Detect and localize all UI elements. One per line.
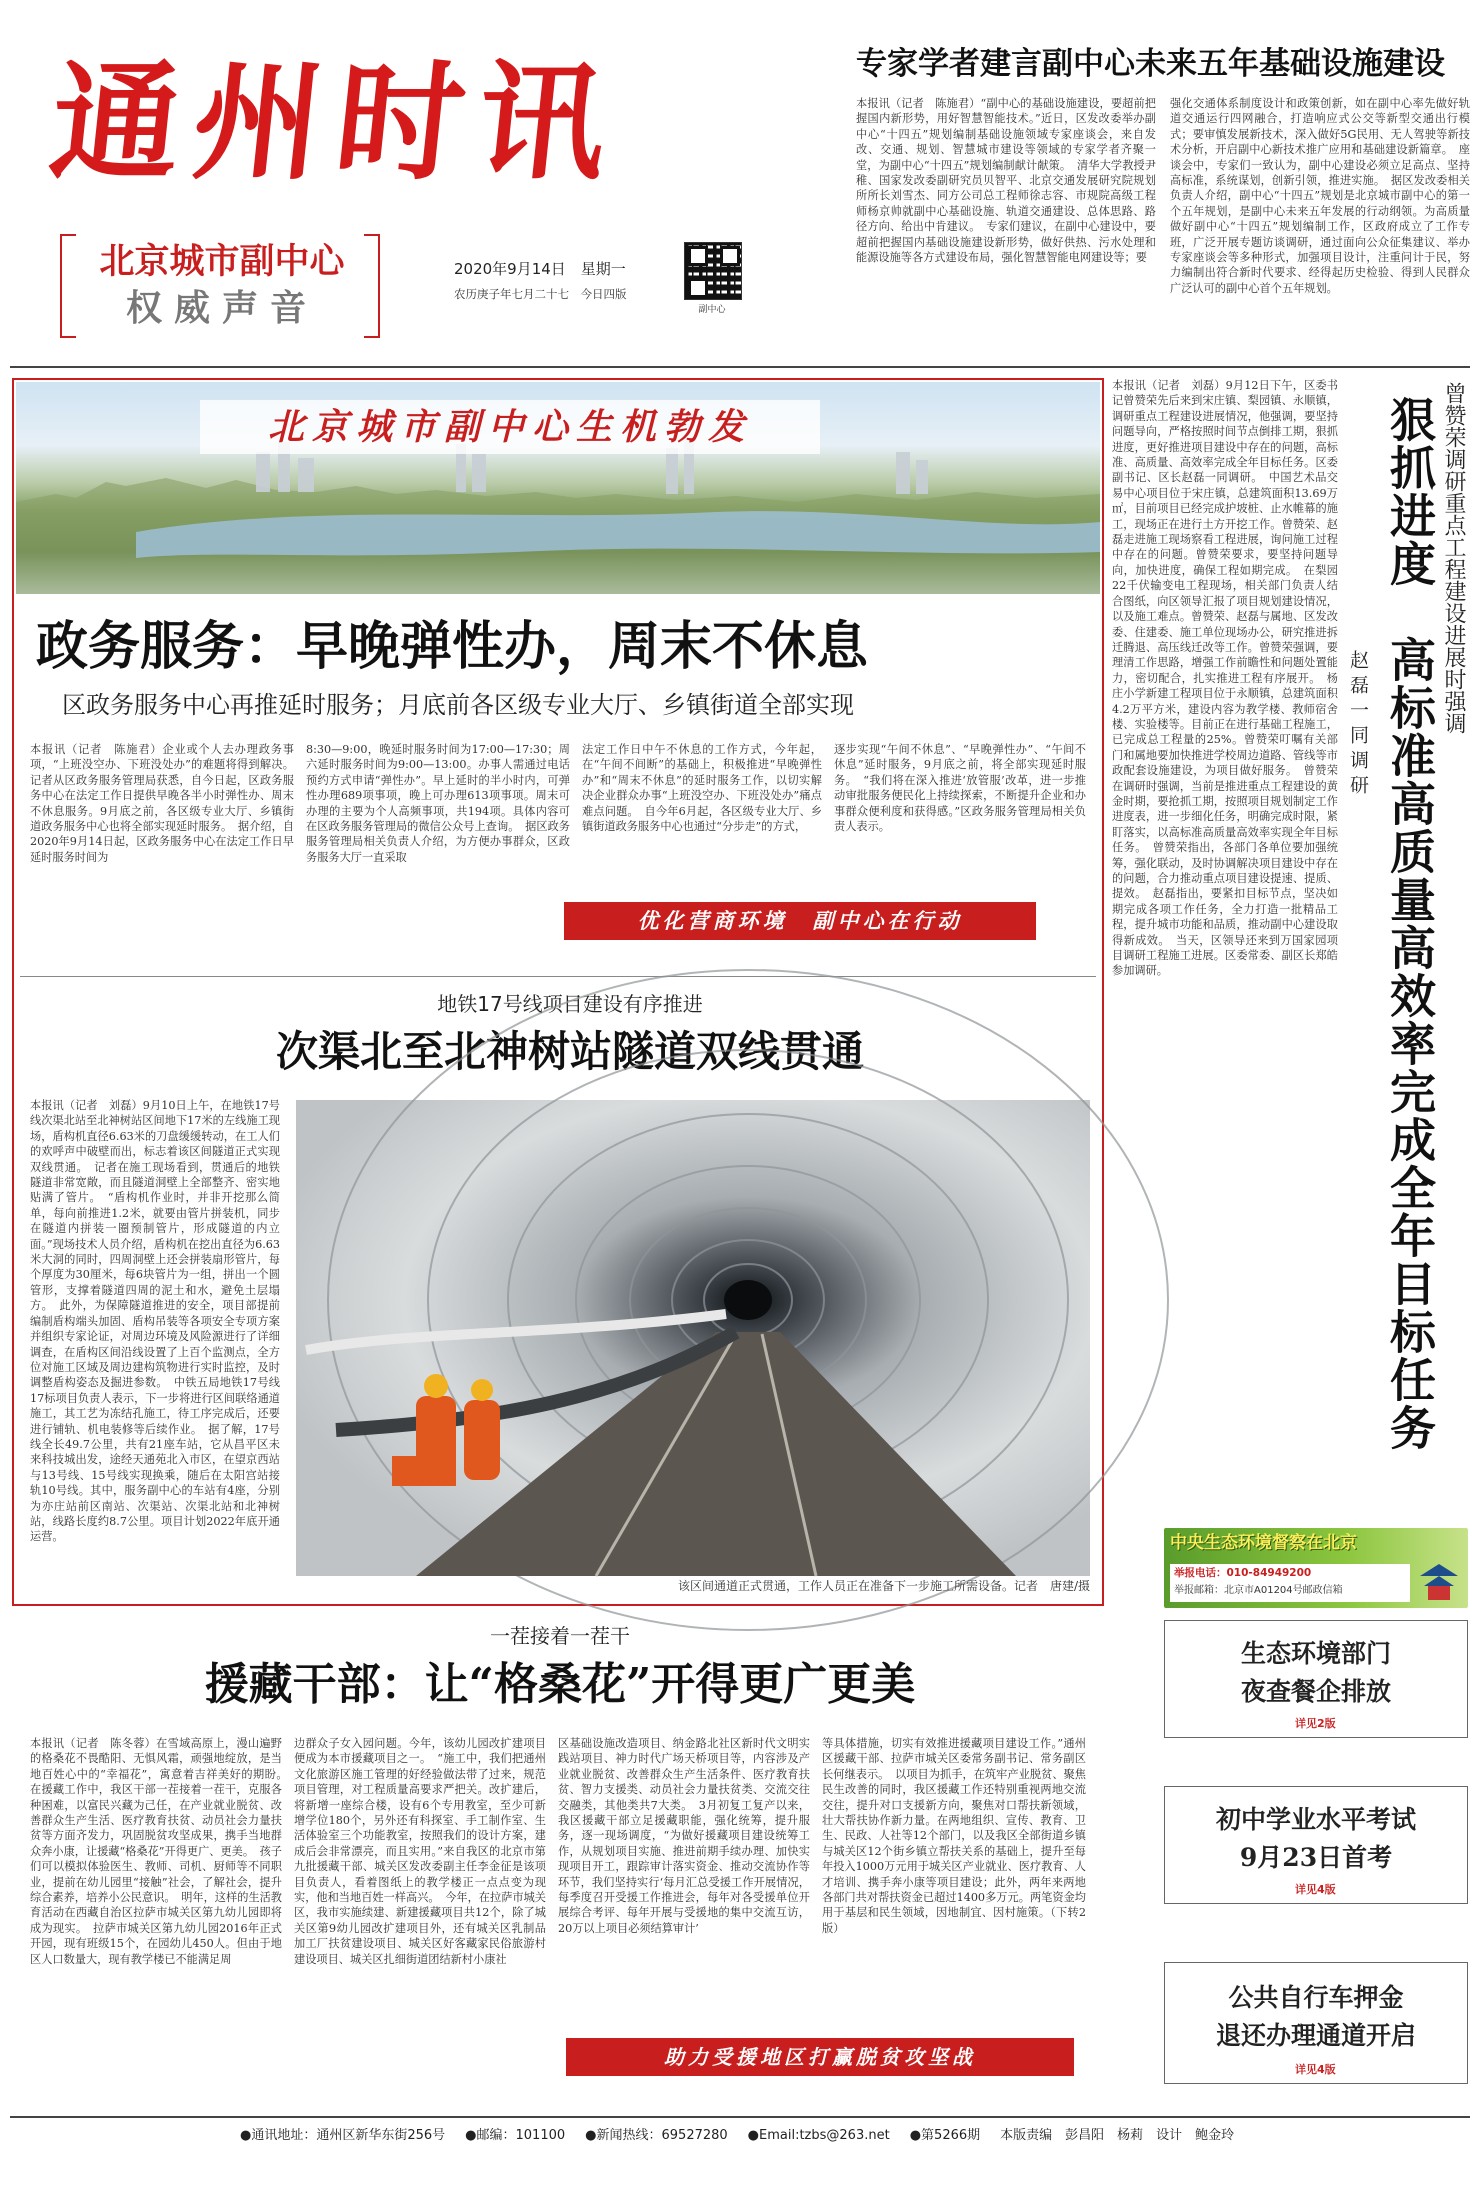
footer bbox=[240, 2124, 1300, 2148]
top-headline: 专家学者建言副中心未来五年基础设施建设 bbox=[856, 46, 1445, 82]
main-article-tag: 优化营商环境 副中心在行动 bbox=[564, 902, 1036, 940]
masthead-title: 通州时讯 bbox=[44, 48, 628, 198]
side-box-bike-see[interactable]: 详见4版 bbox=[1295, 2063, 1336, 2076]
footer-editors: 本版责编 彭昌阳 杨莉 设计 鲍金玲 bbox=[1000, 2128, 1235, 2143]
masthead bbox=[0, 0, 1479, 370]
footer-hotline: ●新闻热线：69527280 bbox=[585, 2128, 728, 2143]
side-box-exam-line2: 9月23日首考 bbox=[1239, 1843, 1393, 1872]
slogan-box bbox=[60, 234, 380, 334]
tibet-article-tag: 助力受援地区打赢脱贫攻坚战 bbox=[566, 2038, 1074, 2076]
side-box-exam-line1: 初中学业水平考试 bbox=[1215, 1805, 1416, 1834]
main-article-col1: 本报讯（记者 陈施君）企业或个人去办理政务事项，“上班没空办、下班没处办”的难题将得到解决。记者从区政务服务管理局获悉，自今日起，区政务服务中心在法定工作日提供早晚各半小时弹性办、周末不休息服务。9月底之前，各区级专业大厅、乡镇街道政务服务中心也将全部实现延时服务。 据介绍，自2020年9月14日起，区政务服务中心在法定工作日早延时服务时间为 bbox=[30, 743, 294, 864]
side-box-bike-line1: 公共自行车押金 bbox=[1228, 1983, 1404, 2012]
side-box-bike-line2: 退还办理通道开启 bbox=[1215, 2021, 1416, 2050]
tunnel-caption: 该区间通道正式贯通，工作人员正在准备下一步施工所需设备。记者 唐建/摄 bbox=[677, 1579, 1090, 1593]
side-box-exam[interactable] bbox=[1164, 1786, 1468, 1904]
tibet-headline: 援藏干部：让“格桑花”开得更广更美 bbox=[204, 1659, 916, 1710]
env-info bbox=[1170, 1564, 1410, 1602]
side-box-bike[interactable] bbox=[1164, 1962, 1468, 2084]
tibet-article-col4: 等具体措施，切实有效推进援藏项目建设工作。”通州区援藏干部、拉萨市城关区委常务副书记、常务副区长何继表示。 以项目为抓手，在筑牢产业脱贫、聚焦民生改善的同时，我区援藏工作还特别重视两地交流交往，提升对口支援新方向，聚焦对口帮扶新领域，壮大帮扶协作新力量。在两地组织、宣传、教育、卫生、民政、人社等12个部门，以及我区全部街道乡镇与城关区12个街乡镇立帮扶关系的基础上，提升至每年投入1000万元用于城关区产业就业、医疗教育、人才培训、携手奔小康等项目建设；此外，两年来两地各部门共对帮扶资金已超过1400多万元。两笔资金均用于基层和民生领域，因地制宜、因村施策。（下转2版） bbox=[822, 1737, 1086, 1935]
tibet-article-col2: 边群众子女入园问题。今年，该幼儿园改扩建项目便成为本市援藏项目之一。 “施工中，我们把通州文化旅游区施工管理的好经验做法带了过来，规范项目管理，对工程质量高要求严把关。改扩建后，将新增一座综合楼，设有6个专用教室，至少可新增学位180个，另外还有科探室、手工制作室、生活体验室三个功能教室，按照我们的设计方案，建成后会非常漂亮，而且实用。”来自我区的北京市第九批援藏干部、城关区发改委副主任李金征是该项目负责人，看着图纸上的教学楼正一点点变为现实，他和当地百姓一样高兴。 今年，在拉萨市城关区，我市实施续建、新建援藏项目共12个，除了城关区第9幼儿园改扩建项目外，还有城关区乳制品加工厂扶贫建设项目、城关区好客藏家民俗旅游村建设项目、城关区扎细街道团结新村小康社 bbox=[294, 1737, 546, 1966]
env-hotline: 举报电话：010-84949200 bbox=[1174, 1567, 1312, 1579]
footer-email[interactable]: ●Email:tzbs@263.net bbox=[747, 2128, 890, 2143]
top-article-col1: 本报讯（记者 陈施君）“副中心的基础设施建设，要超前把握国内新形势，用好智慧智能技术。”近日，区发改委举办副中心“十四五”规划编制基础设施领域专家座谈会，来自发改、交通、规划、智慧城市建设等领域的专家学者齐聚一堂，为副中心“十四五”规划编制献计献策。 清华大学教授尹稚、国家发改委副研究员贝智平、北京交通发展研究院规划所所长刘雪杰、同方公司总工程师徐志容、市规院高级工程师杨京帅就副中心基础设施、轨道交通建设、总体思路、路径方向、给出中肯建议。 专家们建议，在副中心建设中，要超前把握国内基础设施建设新形势，做好供热、污水处理和能源设施等各方式建设布局，强化智慧智能电网建设等；要 bbox=[856, 97, 1156, 265]
main-article-col4: 逐步实现“午间不休息”、“早晚弹性办”、“午间不休息”延时服务，9月底之前，将全部实现延时服务。 “我们将在深入推进‘放管服’改革，进一步推动审批服务便民化上持续探索，不断提升企业和办事群众便利度和获得感。”区政务服务管理局相关负责人表示。 bbox=[834, 743, 1086, 834]
env-banner: 中央生态环境督察在北京 bbox=[1170, 1533, 1357, 1553]
footer-address: ●通讯地址：通州区新华东街256号 bbox=[240, 2128, 446, 2143]
footer-postcode: ●邮编：101100 bbox=[465, 2128, 566, 2143]
right-article-body: 本报讯（记者 刘磊）9月12日下午，区委书记曾赞荣先后来到宋庄镇、梨园镇、永顺镇，调研重点工程建设进展情况，他强调，要坚持问题导向，严格按照时间节点倒排工期，狠抓进度，更好推进项目建设中存在的问题，高标准、高质量、高效率完成全年目标任务。区委副书记、区长赵磊一同调研。 中国艺术品交易中心项目位于宋庄镇，总建筑面积13.69万㎡，目前项目已经完成护坡桩、止水帷幕的施工，现场正在进行土方开挖工作。曾赞荣、赵磊走进施工现场察看工程进展，询问施工过程中存在的问题。曾赞荣要求，要坚持问题导向，加快进度，确保工程如期完成。 在梨园22千伏输变电工程现场，相关部门负责人结合图纸，向区领导汇报了项目规划建设情况，以及施工难点。曾赞荣、赵磊与属地、区发改委、住建委、施工单位现场办公，研究推进拆迁腾退、高压线迁改等工作。曾赞荣强调，要理清工作思路，增强工作前瞻性和问题处置能力，密切配合，扎实推进工程有序展开。 杨庄小学新建工程项目位于永顺镇，总建筑面积4.2万平方米，建设内容为教学楼、教师宿舍楼、实验楼等。目前正在进行基础工程施工，已完成总工程量的25%。曾赞荣叮嘱有关部门和属地要加快推进学校周边道路、管线等市政配套设施建设，为项目做好服务。 曾赞荣在调研时强调，当前是推进重点工程建设的黄金时期，要抢抓工期，按照项目规划制定工作进度表，进一步细化任务，明确完成时限，紧盯落实，以高标准高质量高效率实现全年目标任务。 曾赞荣指出，各部门各单位要加强统筹，强化联动，及时协调解决项目建设中存在的问题，合力推动重点项目建设提速、提质、提效。 赵磊指出，要紧扣目标节点，坚决如期完成各项工作任务，全力打造一批精品工程，提升城市功能和品质，推动副中心建设取得新成效。 当天，区领导还来到万国家园项目调研工程施工进展。区委常委、副区长郑皓参加调研。 bbox=[1112, 379, 1338, 978]
side-box-env-line1: 生态环境部门 bbox=[1240, 1639, 1391, 1668]
footer-issue: ●第5266期 bbox=[909, 2128, 981, 2143]
metro-headline: 次渠北至北神树站隧道双线贯通 bbox=[275, 1027, 864, 1076]
issue-date: 2020年9月14日 星期一 bbox=[454, 260, 626, 278]
slogan-line1: 北京城市副中心 bbox=[99, 241, 345, 282]
right-headline: 狠抓进度 高标准高质量高效率完成全年目标任务 bbox=[1383, 396, 1437, 1452]
side-box-env-line2: 夜查餐企排放 bbox=[1240, 1677, 1391, 1706]
side-box-env-see[interactable]: 详见2版 bbox=[1295, 1717, 1336, 1730]
side-box-exam-see[interactable]: 详见4版 bbox=[1295, 1883, 1336, 1896]
metro-article-body: 本报讯（记者 刘磊）9月10日上午，在地铁17号线次渠北站至北神树站区间地下17米的左线施工现场，盾构机直径6.63米的刀盘缓缓转动，在工人们的欢呼声中破壁而出，标志着该区间隧道正式实现双线贯通。 记者在施工现场看到，贯通后的地铁隧道非常宽敞，而且隧道洞壁上全部整齐、密实地贴满了管片。 “盾构机作业时，并非开挖那么简单，每向前推进1.2米，就要由管片拼装机，同步在隧道内拼装一圈预制管片，形成隧道的内立面。”现场技术人员介绍，盾构机在挖出直径为6.63米大洞的同时，四周洞壁上还会拼装扇形管片，每个厚度为30厘米，每6块管片为一组，拼出一个圆管形，支撑着隧道四周的泥土和水，避免土层塌方。 此外，为保障隧道推进的安全，项目部提前编制盾构端头加固、盾构吊装等各项安全专项方案并组织专家论证，对周边环境及风险源进行了详细调查，在盾构区间沿线设置了上百个监测点，全方位对施工区域及周边建构筑物进行实时监控，及时调整盾构姿态及掘进参数。 中铁五局地铁17号线17标项目负责人表示，下一步将进行区间联络通道施工，其工艺为冻结孔施工，待工序完成后，还要进行铺轨、机电装修等后续作业。 据了解，17号线全长49.7公里，共有21座车站，它从昌平区未来科技城出发，途经天通苑北入市区，在望京西站与13号线、15号线实现换乘，随后在太阳宫站接轨10号线。其中，服务副中心的车站有4座，分别为亦庄站前区南站、次渠站、次渠北站和北神树站，线路长度约8.7公里。项目计划2022年底开通运营。 bbox=[30, 1099, 280, 1544]
main-subhead: 区政务服务中心再推延时服务；月底前各区级专业大厅、乡镇街道全部实现 bbox=[62, 691, 854, 719]
side-box-env[interactable] bbox=[1164, 1620, 1468, 1738]
tunnel-photo bbox=[296, 1100, 1090, 1576]
right-byline: 赵磊一同调研 bbox=[1347, 650, 1369, 800]
env-box[interactable] bbox=[1164, 1528, 1468, 1608]
masthead-divider bbox=[10, 366, 1470, 368]
tibet-kicker: 一茬接着一茬干 bbox=[490, 1624, 630, 1648]
footer-divider bbox=[10, 2116, 1470, 2118]
env-mailbox: 举报邮箱：北京市A01204号邮政信箱 bbox=[1174, 1585, 1343, 1596]
banner-text: 北京城市副中心生机勃发 bbox=[200, 400, 820, 454]
qr-code[interactable] bbox=[684, 242, 742, 300]
lunar-date: 农历庚子年七月二十七 今日四版 bbox=[454, 287, 627, 301]
temple-icon bbox=[1416, 1558, 1462, 1604]
main-article-col3: 法定工作日中午不休息的工作方式，今年起，在“午间不间断”的基础上，积极推进“早晚弹性办”和“周末不休息”的延时服务工作，以切实解决企业群众办事“上班没空办、下班没处办”痛点难点问题。 自今年6月起，各区级专业大厅、乡镇街道政务服务中心也通过“分步走”的方式， bbox=[582, 743, 822, 834]
right-kicker: 曾赞荣调研重点工程建设进展时强调 bbox=[1441, 382, 1466, 734]
tunnel-svg bbox=[296, 1100, 1090, 1576]
feature-divider bbox=[20, 976, 1096, 977]
metro-kicker: 地铁17号线项目建设有序推进 bbox=[437, 992, 703, 1016]
tibet-article-col1: 本报讯（记者 陈冬蓉）在雪域高原上，漫山遍野的格桑花不畏酷阳、无惧风霜，顽强地绽放，是当地百姓心中的“幸福花”，寓意着吉祥美好的期盼。 在援藏工作中，我区干部一茬接着一茬干，克服各种困难，以富民兴藏为己任，在产业就业脱贫、改善群众生产生活、医疗教育扶贫、动员社会力量扶贫等方面齐发力，巩固脱贫攻坚成果，携手当地群众奔小康，让援藏“格桑花”开得更广、更美。 孩子们可以模拟体验医生、教师、司机、厨师等不同职业，提前在幼儿园里“接触”社会，了解社会，提升综合素养，培养小公民意识。 明年，这样的生活教育活动在西藏自治区拉萨市城关区第九幼儿园即将成为现实。 拉萨市城关区第九幼儿园2016年正式开园，现有班级15个，在园幼儿450人。但由于地区人口数量大，现有教学楼已不能满足周 bbox=[30, 1737, 294, 1966]
qr-caption: 副中心 bbox=[698, 305, 726, 315]
tibet-article-col3: 区基础设施改造项目、纳金路北社区新时代文明实践站项目、神力时代广场天桥项目等，内容涉及产业就业脱贫、改善群众生产生活条件、医疗教育扶贫、智力支援类、动员社会力量扶贫类、交流交往交融类，其他类共7大类。 3月初复工复产以来，我区援藏干部立足援藏职能，强化统筹，提升服务，逐一现场调度，“为做好援藏项目建设统筹工作，从规划项目实施、推进前期手续办理、加快实现项目开工，跟踪审计落实资金、推动交流协作等环节，我们坚持实行‘每月汇总受援工作开展情况，每季度召开受援工作推进会，每年对各受援单位开展综合考评、每年开展与受援地的集中交流互访，20万以上项目必须结算审计’ bbox=[558, 1737, 810, 1935]
slogan-line2: 权威声音 bbox=[125, 287, 318, 329]
main-headline: 政务服务：早晚弹性办，周末不休息 bbox=[36, 616, 869, 677]
main-article-col2: 8:30—9:00，晚延时服务时间为17:00—17:30；周六延时服务时间为9:00—13:00。办事人需通过电话预约方式申请“弹性办”。早上延时的半小时内，可弹性办理689项事项，晚上可办理613项事项。周末可办理的主要为个人高频事项，共194项。具体内容可在区政务服务管理局的微信公众号上查询。 据区政务服务管理局相关负责人介绍，为方便办事群众，区政务服务大厅一直采取 bbox=[306, 743, 570, 864]
top-article-col2: 强化交通体系制度设计和政策创新，如在副中心率先做好轨道交通运行四网融合，打造响应式公交等新型交通出行模式；要审慎发展新技术，深入做好5G民用、无人驾驶等新技术分析，开启副中心新技术推广应用和基础建设新篇章。 座谈会中，专家们一致认为，副中心建设必须立足高点、坚持高标准，系统谋划，创新引领，推进实施。 据区发改委相关负责人介绍，副中心“十四五”规划是北京城市副中心的第一个五年规划，是副中心未来五年发展的行动纲领。为高质量做好副中心“十四五”规划编制工作，区政府成立了工作专班，广泛开展专题访谈调研，通过面向公众征集建议、举办专家座谈会等多种形式，加强项目设计，注重问计于民，努力编制出符合新时代要求、经得起历史检验、得到人民群众广泛认可的副中心首个五年规划。 bbox=[1170, 97, 1470, 295]
